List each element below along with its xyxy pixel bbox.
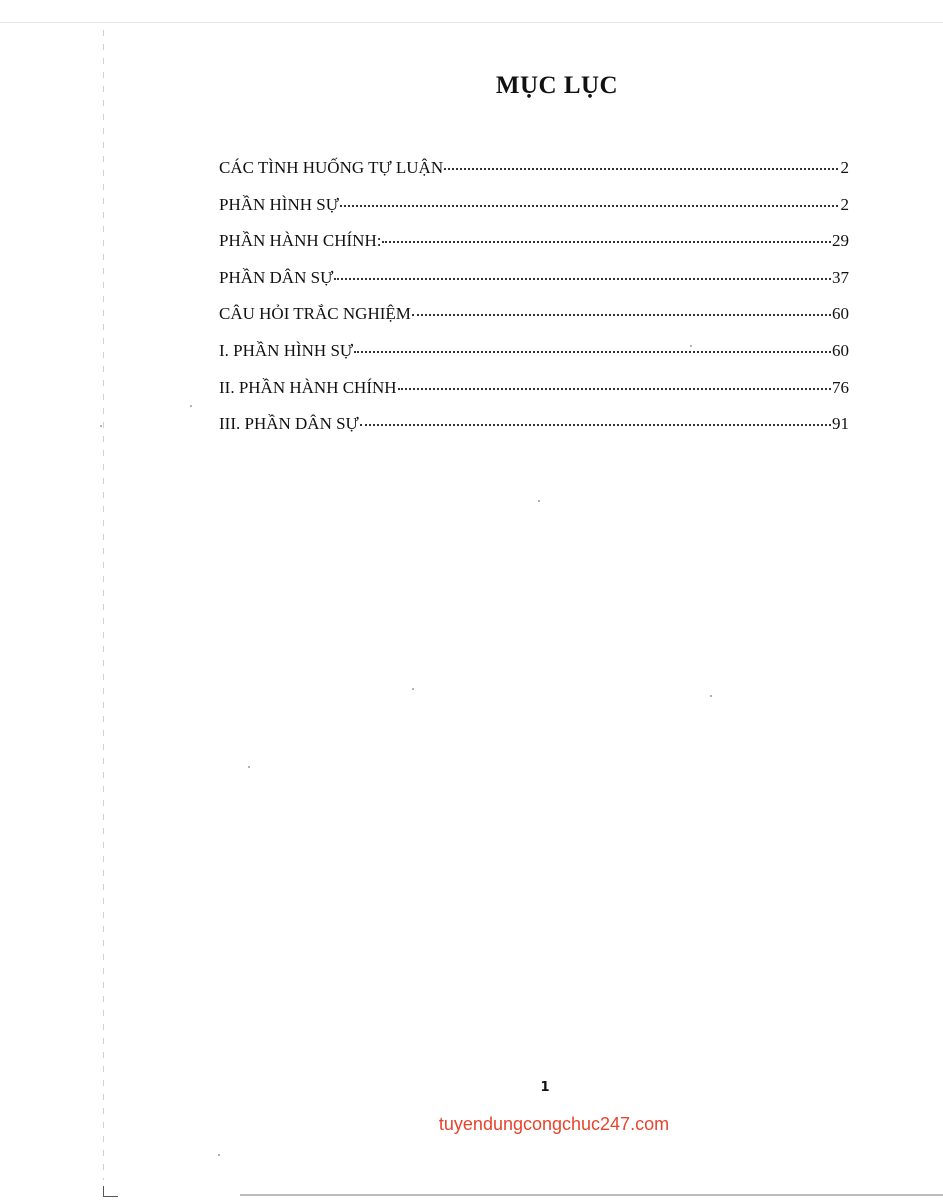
toc-entry[interactable] bbox=[219, 341, 849, 378]
scan-speck bbox=[190, 405, 192, 407]
toc-dot-leader bbox=[444, 167, 838, 170]
toc-entry[interactable] bbox=[219, 231, 849, 268]
toc-dot-leader bbox=[398, 387, 831, 390]
scan-speck bbox=[100, 425, 102, 427]
toc-entry-page: 91 bbox=[832, 414, 849, 434]
scan-bottom-edge bbox=[240, 1194, 943, 1196]
toc-entry-label: PHẦN DÂN SỰ bbox=[219, 267, 334, 287]
toc-entry-label: PHẦN HÀNH CHÍNH: bbox=[219, 231, 382, 251]
toc-entry[interactable] bbox=[219, 414, 849, 451]
toc-entry-page: 29 bbox=[832, 231, 849, 251]
watermark-link[interactable]: tuyendungcongchuc247.com bbox=[438, 1114, 670, 1134]
toc-entry-page: 2 bbox=[840, 194, 849, 214]
toc-entry-label: PHẦN HÌNH SỰ bbox=[219, 194, 339, 214]
scan-binding-line bbox=[103, 30, 104, 1180]
toc-entry[interactable] bbox=[219, 304, 849, 341]
toc-dot-leader bbox=[340, 204, 838, 207]
toc-entry[interactable] bbox=[219, 195, 849, 232]
scan-speck bbox=[538, 500, 540, 502]
toc-entry[interactable] bbox=[219, 378, 849, 415]
toc-entry[interactable] bbox=[219, 158, 849, 195]
scan-speck bbox=[710, 695, 712, 697]
page-number: 1 bbox=[540, 1080, 550, 1095]
toc-dot-leader bbox=[382, 240, 831, 243]
toc-entry-page: 2 bbox=[840, 158, 849, 177]
toc-entry-label: III. PHẦN DÂN SỰ bbox=[219, 414, 359, 434]
toc-entry-page: 60 bbox=[832, 340, 849, 360]
toc-entry-label: II. PHẦN HÀNH CHÍNH bbox=[219, 377, 397, 397]
toc-entry-label: I. PHẦN HÌNH SỰ bbox=[219, 340, 354, 360]
scan-speck bbox=[248, 766, 250, 768]
toc-entry-label: CÁC TÌNH HUỐNG TỰ LUẬN bbox=[219, 158, 444, 177]
table-of-contents bbox=[219, 158, 849, 451]
scan-corner-mark bbox=[103, 1186, 118, 1197]
toc-entry[interactable] bbox=[219, 268, 849, 305]
toc-dot-leader bbox=[360, 423, 831, 426]
toc-entry-label: CÂU HỎI TRẮC NGHIỆM bbox=[219, 304, 411, 324]
toc-entry-page: 60 bbox=[832, 304, 849, 324]
toc-dot-leader bbox=[354, 350, 831, 353]
toc-entry-page: 76 bbox=[832, 377, 849, 397]
page-title: MỤC LỤC bbox=[495, 72, 619, 99]
scan-speck bbox=[218, 1154, 220, 1156]
scan-top-edge bbox=[0, 22, 943, 23]
toc-entry-page: 37 bbox=[832, 267, 849, 287]
toc-dot-leader bbox=[412, 313, 831, 316]
toc-dot-leader bbox=[334, 277, 831, 280]
scan-speck bbox=[412, 688, 414, 690]
